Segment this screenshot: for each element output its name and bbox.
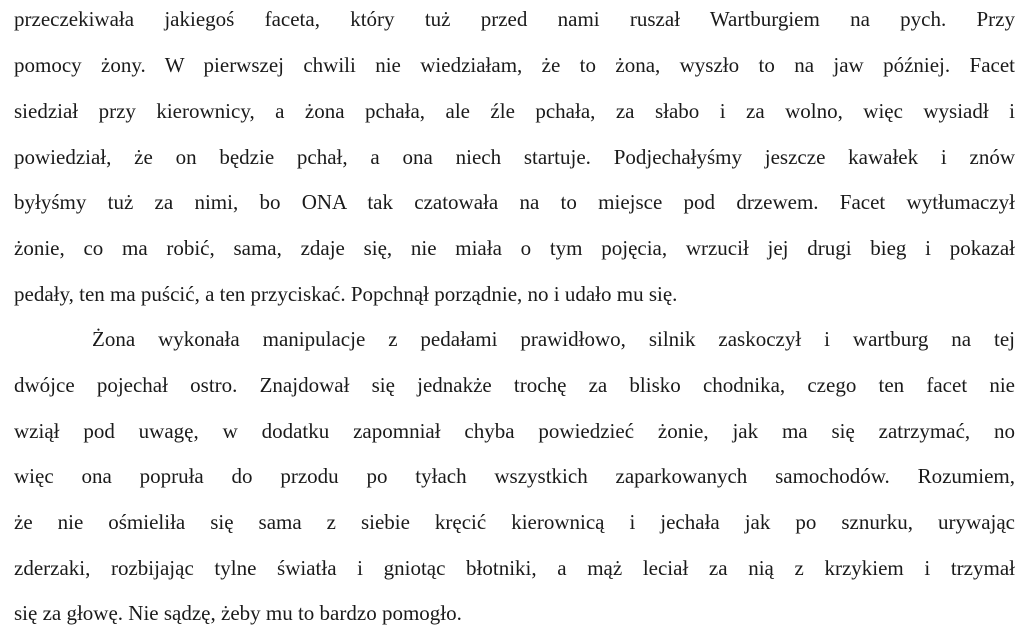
text-line: że nie ośmieliła się sama z siebie kręcić kierownicą i jechała jak po sznurku, urywając [14, 510, 1015, 534]
text-line: wziął pod uwagę, w dodatku zapomniał chyba powiedzieć żonie, jak ma się zatrzymać, no [14, 419, 1015, 443]
text-line: się za głowę. Nie sądzę, żeby mu to bardzo pomogło. [14, 601, 462, 625]
text-line: więc ona popruła do przodu po tyłach wszystkich zaparkowanych samochodów. Rozumiem, [14, 464, 1015, 488]
text-line: Żona wykonała manipulacje z pedałami prawidłowo, silnik zaskoczył i wartburg na tej [92, 327, 1015, 351]
text-line: zderzaki, rozbijając tylne światła i gniotąc błotniki, a mąż leciał za nią z krzykiem i trzymał [14, 556, 1015, 580]
text-line: żonie, co ma robić, sama, zdaje się, nie miała o tym pojęcia, wrzucił jej drugi bieg i pokazał [14, 236, 1015, 260]
text-line: przeczekiwała jakiegoś faceta, który tuż przed nami ruszał Wartburgiem na pych. Przy [14, 7, 1015, 31]
text-line: pomocy żony. W pierwszej chwili nie wiedziałam, że to żona, wyszło to na jaw później. Facet [14, 53, 1015, 77]
text-line: pedały, ten ma puścić, a ten przyciskać. Popchnął porządnie, no i udało mu się. [14, 282, 678, 306]
text-line: siedział przy kierownicy, a żona pchała, ale źle pchała, za słabo i za wolno, więc wysiadł i [14, 99, 1015, 123]
text-line: dwójce pojechał ostro. Znajdował się jednakże trochę za blisko chodnika, czego ten facet nie [14, 373, 1015, 397]
text-line: byłyśmy tuż za nimi, bo ONA tak czatowała na to miejsce pod drzewem. Facet wytłumaczył [14, 190, 1015, 214]
text-line: powiedział, że on będzie pchał, a ona niech startuje. Podjechałyśmy jeszcze kawałek i znów [14, 145, 1015, 169]
